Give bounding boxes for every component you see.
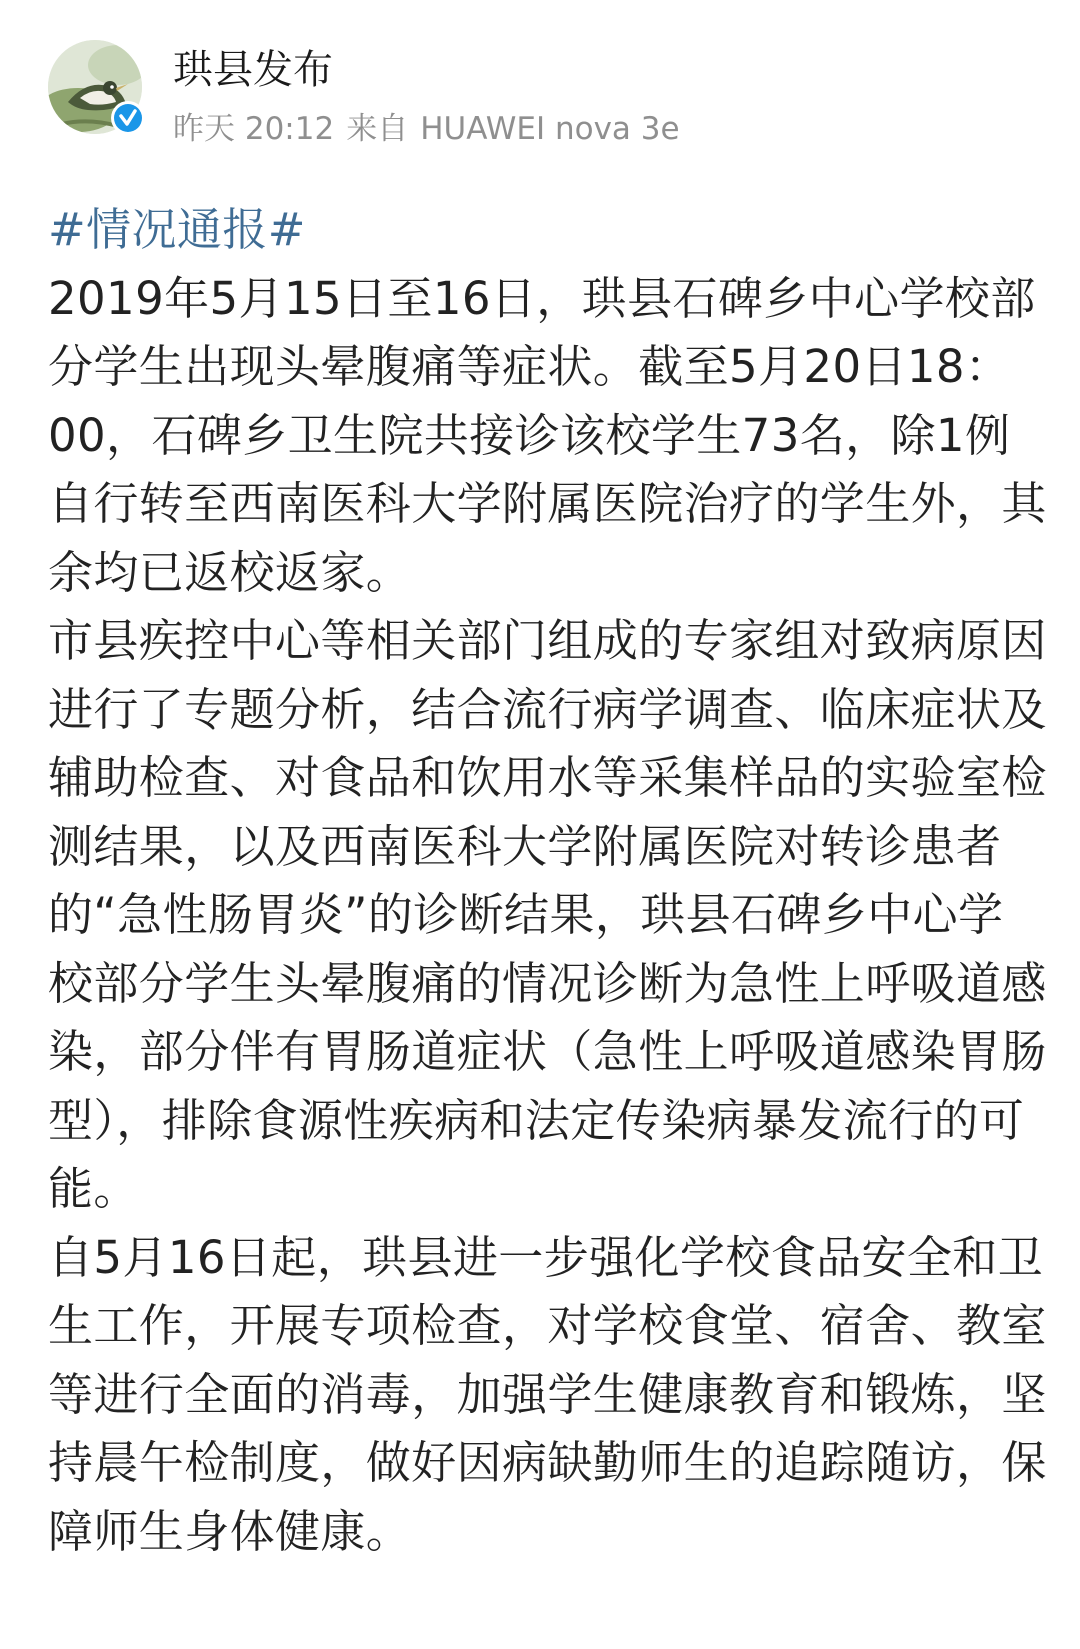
post-content [48, 196, 1048, 1566]
account-name[interactable]: 珙县发布 [173, 47, 333, 93]
post-paragraph: 市县疾控中心等相关部门组成的专家组对致病原因进行了专题分析，结合流行病学调查、临床症状及辅助检查、对食品和饮用水等采集样品的实验室检测结果，以及西南医科大学附属医院对转诊患者的“急性肠胃炎”的诊断结果，珙县石碑乡中心学校部分学生头晕腹痛的情况诊断为急性上呼吸道感染，部分伴有胃肠道症状（急性上呼吸道感染胃肠型），排除食源性疾病和法定传染病暴发流行的可能。 [48, 614, 1047, 1215]
hashtag-link[interactable]: #情况通报# [48, 203, 306, 256]
post-header [48, 40, 1040, 147]
post-time: 昨天 20:12 [173, 111, 335, 147]
source-prefix: 来自 [346, 111, 409, 147]
verified-badge-icon [110, 100, 146, 136]
post-paragraph: 2019年5月15日至16日，珙县石碑乡中心学校部分学生出现头晕腹痛等症状。截至5月20日18：00，石碑乡卫生院共接诊该校学生73名，除1例自行转至西南医科大学附属医院治疗的学生外，其余均已返校返家。 [48, 271, 1047, 599]
post-paragraph: 自5月16日起，珙县进一步强化学校食品安全和卫生工作，开展专项检查，对学校食堂、宿舍、教室等进行全面的消毒，加强学生健康教育和锻炼，坚持晨午检制度，做好因病缺勤师生的追踪随访，保障师生身体健康。 [48, 1230, 1047, 1558]
device-name: HUAWEI nova 3e [420, 111, 680, 147]
post-meta [173, 110, 680, 148]
